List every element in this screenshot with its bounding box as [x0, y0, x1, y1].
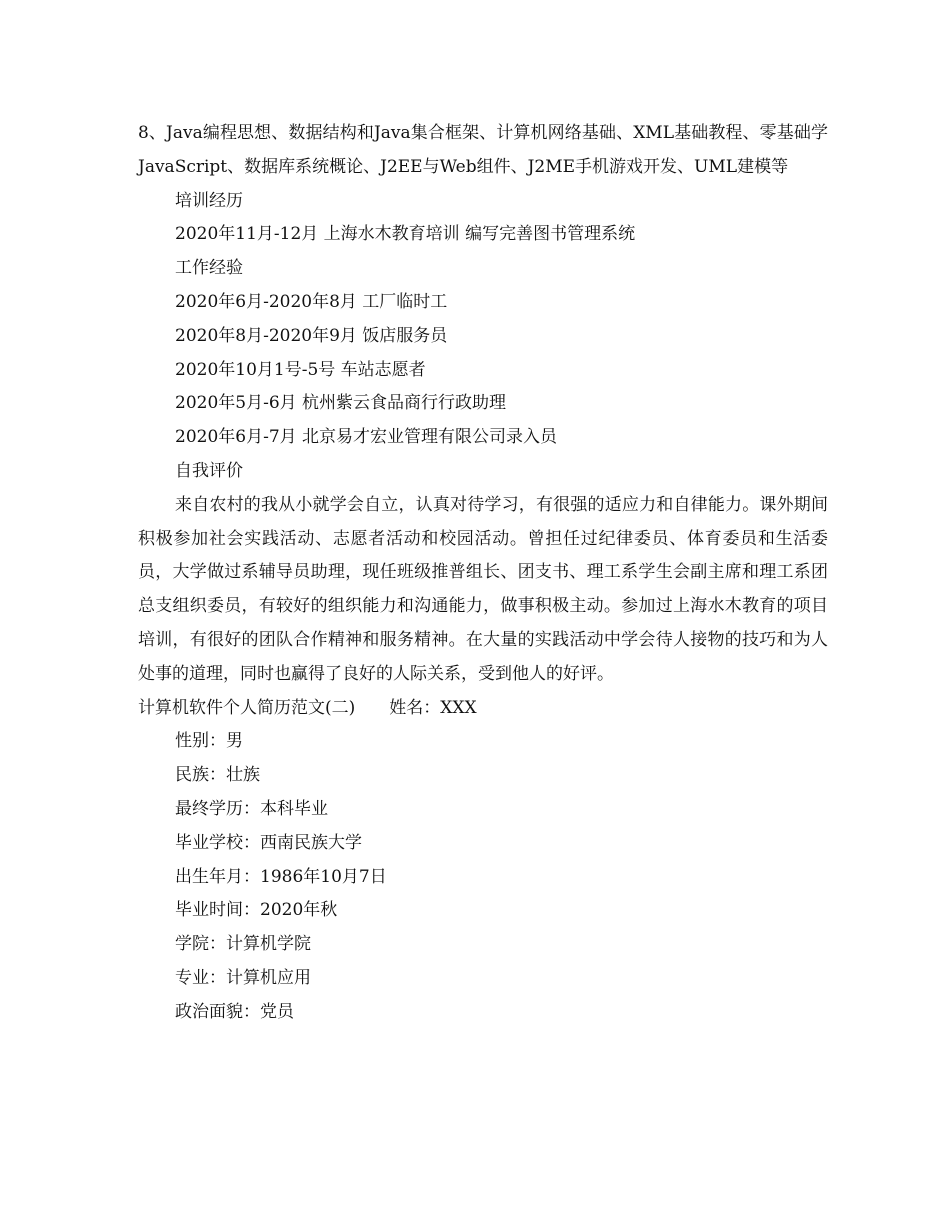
work-item: 2020年5月-6月 杭州紫云食品商行行政助理: [175, 393, 507, 414]
resume-field: 政治面貌：党员: [175, 1001, 294, 1022]
resume-field: 毕业学校：西南民族大学: [175, 832, 362, 853]
training-heading: 培训经历: [175, 190, 243, 211]
resume-field: 学院：计算机学院: [175, 934, 311, 955]
work-item: 2020年10月1号-5号 车站志愿者: [175, 359, 426, 380]
resume2-title-line: [138, 692, 828, 726]
work-item: 2020年6月-2020年8月 工厂临时工: [175, 291, 448, 312]
resume-field: 出生年月：1986年10月7日: [175, 866, 387, 887]
resume-field: 最终学历：本科毕业: [175, 798, 328, 819]
resume-field: 专业：计算机应用: [175, 967, 311, 988]
resume-field: 民族：壮族: [175, 765, 260, 786]
resume2-title: 计算机软件个人简历范文(二): [138, 697, 356, 718]
resume-field: 性别：男: [175, 731, 243, 752]
work-item: 2020年8月-2020年9月 饭店服务员: [175, 325, 448, 346]
self-eval-heading: 自我评价: [175, 460, 243, 481]
self-eval-paragraph: 来自农村的我从小就学会自立，认真对待学习，有很强的适应力和自律能力。课外期间积极参加社会实践活动、志愿者活动和校园活动。曾担任过纪律委员、体育委员和生活委员，大学做过系辅导员助理，现任班级推普组长、团支书、理工系学生会副主席和理工系团总支组织委员，有较好的组织能力和沟通能力，做事积极主动。参加过上海水木教育的项目培训，有很好的团队合作精神和服务精神。在大量的实践活动中学会待人接物的技巧和为人处事的道理，同时也赢得了良好的人际关系，受到他人的好评。: [138, 494, 828, 684]
work-item: 2020年6月-7月 北京易才宏业管理有限公司录入员: [175, 427, 558, 448]
training-item: 2020年11月-12月 上海水木教育培训 编写完善图书管理系统: [175, 224, 636, 245]
skills-paragraph: 8、Java编程思想、数据结构和Java集合框架、计算机网络基础、XML基础教程、零基础学JavaScript、数据库系统概论、J2EE与Web组件、J2ME手机游戏开发、UML建模等: [138, 123, 828, 177]
work-heading: 工作经验: [175, 258, 243, 279]
resume-field: 毕业时间：2020年秋: [175, 900, 338, 921]
resume2-name: 姓名：XXX: [389, 697, 477, 718]
document-body: [138, 117, 828, 1030]
